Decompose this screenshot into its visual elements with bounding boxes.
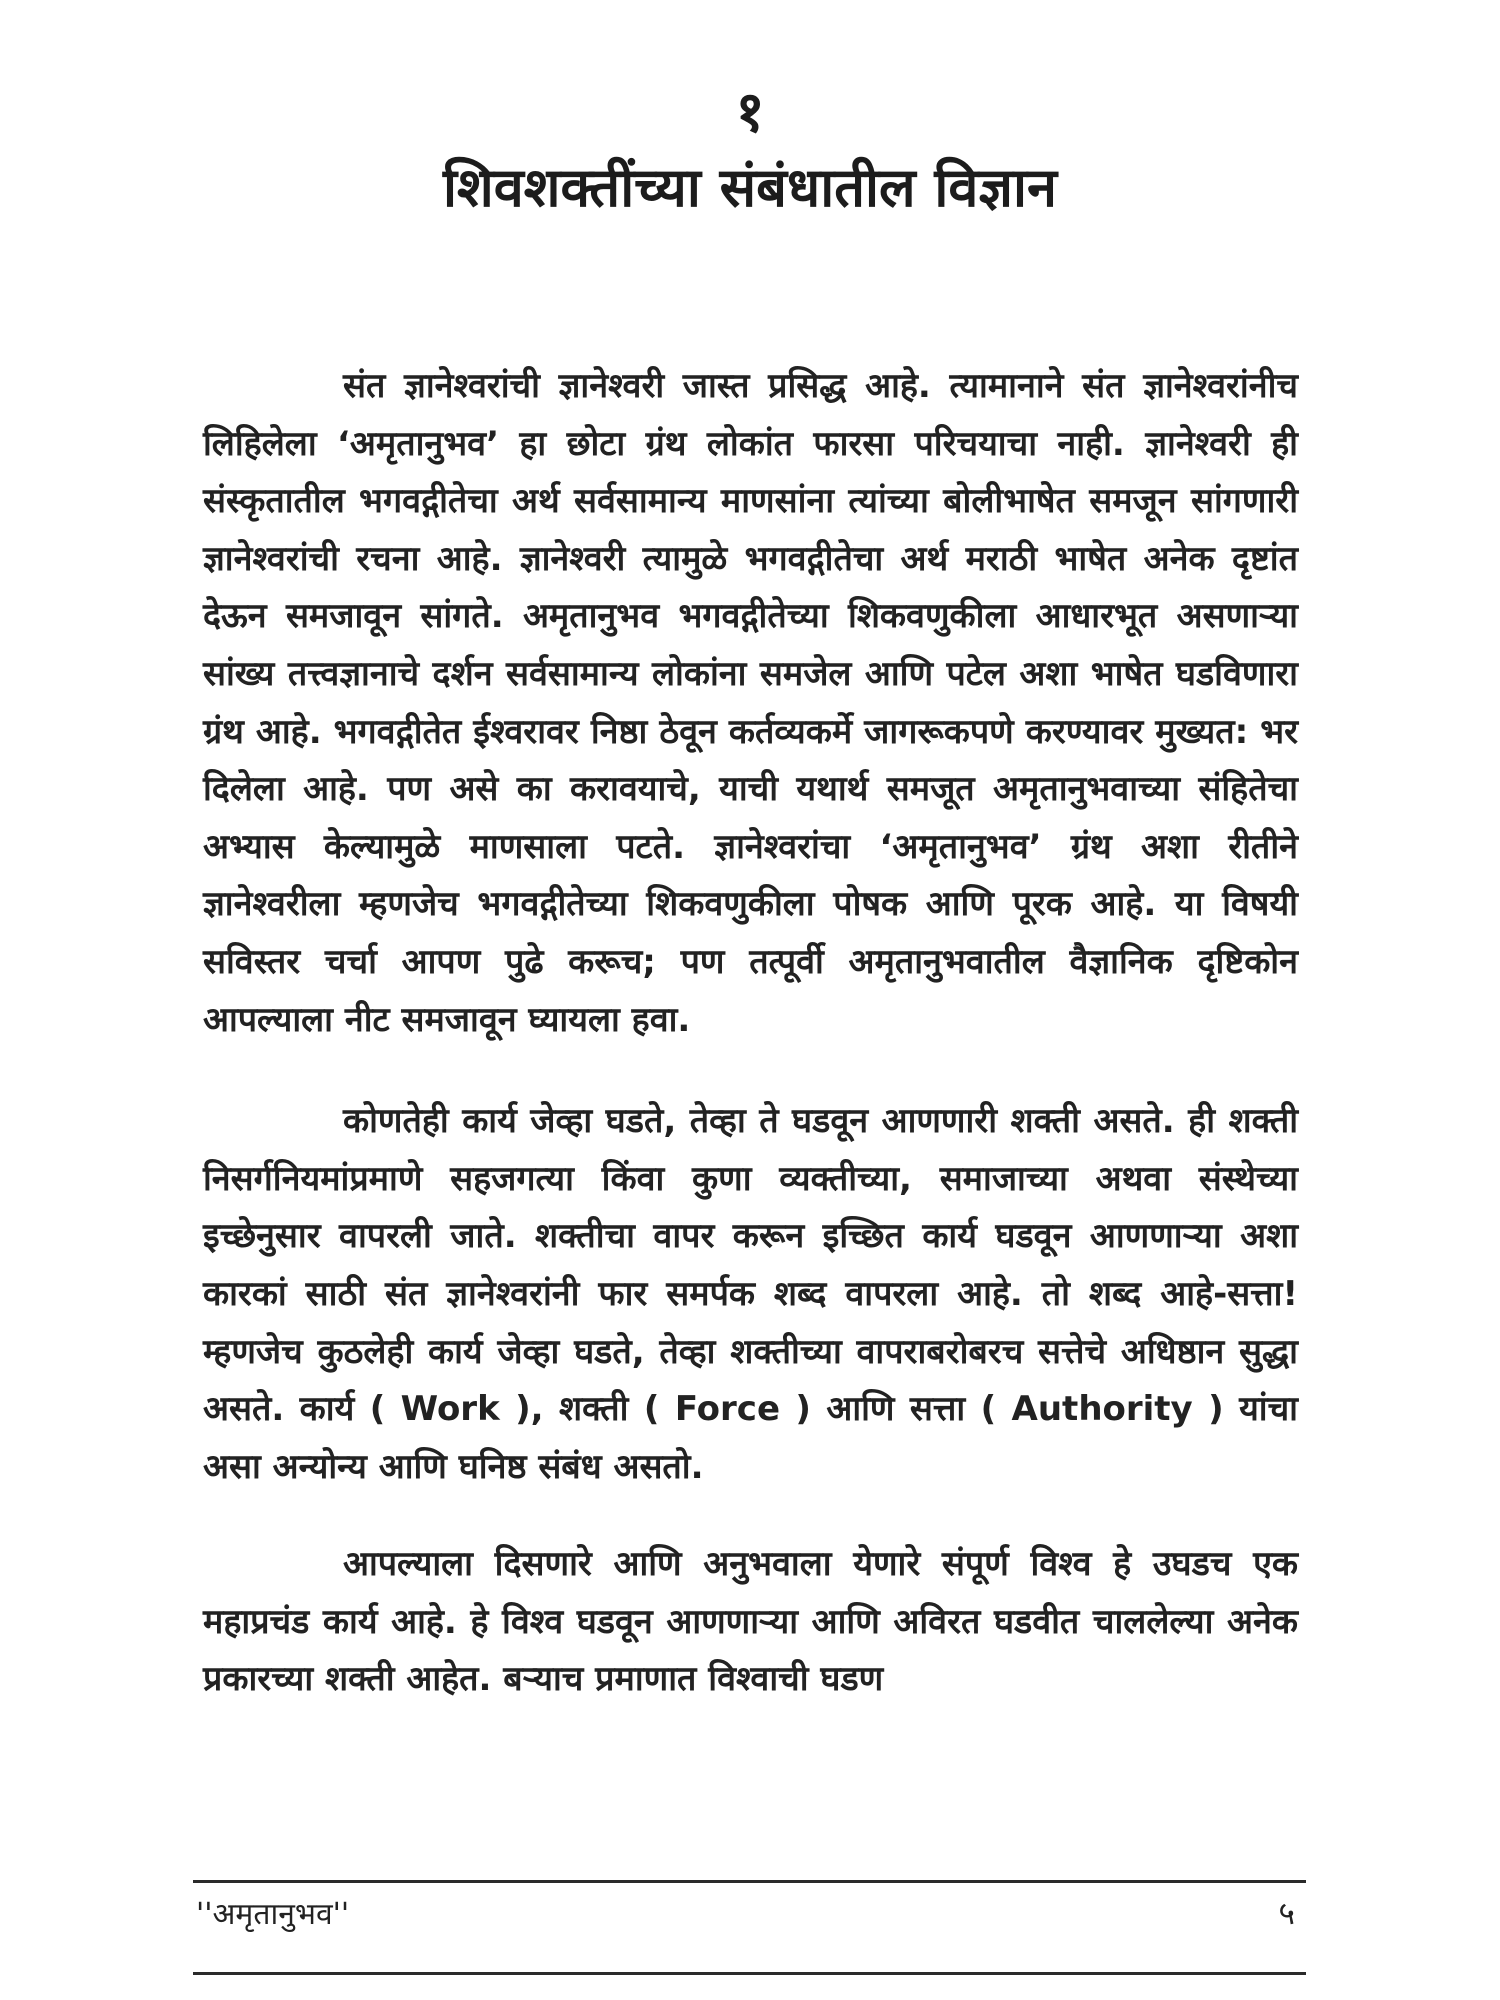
footer-divider-top xyxy=(193,1880,1306,1883)
paragraph: संत ज्ञानेश्वरांची ज्ञानेश्वरी जास्त प्रसिद्ध आहे. त्यामानाने संत ज्ञानेश्वरांनीच लिहिलेला ‘अमृतानुभव’ हा छोटा ग्रंथ लोकांत फारसा परिचयाचा नाही. ज्ञानेश्वरी ही संस्कृतातील भगवद्गीतेचा अर्थ सर्वसामान्य माणसांना त्यांच्या बोलीभाषेत समजून सांगणारी ज्ञानेश्वरांची रचना आहे. ज्ञानेश्वरी त्यामुळे भगवद्गीतेचा अर्थ मराठी भाषेत अनेक दृष्टांत देऊन समजावून सांगते. अमृतानुभव भगवद्गीतेच्या शिकवणुकीला आधारभूत असणाऱ्या सांख्य तत्त्वज्ञानाचे दर्शन सर्वसामान्य लोकांना समजेल आणि पटेल अशा भाषेत घडविणारा ग्रंथ आहे. भगवद्गीतेत ईश्वरावर निष्ठा ठेवून कर्तव्यकर्मे जागरूकपणे करण्यावर मुख्यत: भर दिलेला आहे. पण असे का करावयाचे, याची यथार्थ समजूत अमृतानुभवाच्या संहितेचा अभ्यास केल्यामुळे माणसाला पटते. ज्ञानेश्वरांचा ‘अमृतानुभव’ ग्रंथ अशा रीतीने ज्ञानेश्वरीला म्हणजेच भगवद्गीतेच्या शिकवणुकीला पोषक आणि पूरक आहे. या विषयी सविस्तर चर्चा आपण पुढे करूच; पण तत्पूर्वी अमृतानुभवातील वैज्ञानिक दृष्टिकोन आपल्याला नीट समजावून घ्यायला हवा. xyxy=(203,366,1298,1040)
footer-divider-bottom xyxy=(193,1972,1306,1975)
paragraph: कोणतेही कार्य जेव्हा घडते, तेव्हा ते घडवून आणणारी शक्ती असते. ही शक्ती निसर्गनियमांप्रमाणे सहजगत्या किंवा कुणा व्यक्तीच्या, समाजाच्या अथवा संस्थेच्या इच्छेनुसार वापरली जाते. शक्तीचा वापर करून इच्छित कार्य घडवून आणणाऱ्या अशा कारकां साठी संत ज्ञानेश्वरांनी फार समर्पक शब्द वापरला आहे. तो शब्द आहे-सत्ता! म्हणजेच कुठलेही कार्य जेव्हा घडते, तेव्हा शक्तीच्या वापराबरोबरच सत्तेचे अधिष्ठान सुद्धा असते. कार्य ( Work ), शक्ती ( Force ) आणि सत्ता ( Authority ) यांचा असा अन्योन्य आणि घनिष्ठ संबंध असतो. xyxy=(203,1101,1298,1487)
paragraph: आपल्याला दिसणारे आणि अनुभवाला येणारे संपूर्ण विश्व हे उघडच एक महाप्रचंड कार्य आहे. हे विश्व घडवून आणणाऱ्या आणि अविरत घडवीत चाललेल्या अनेक प्रकारच्या शक्ती आहेत. बऱ्याच प्रमाणात विश्वाची घडण xyxy=(203,1544,1298,1700)
footer-book-title: ''अमृतानुभव'' xyxy=(196,1897,350,1932)
chapter-number: १ xyxy=(735,80,765,145)
chapter-title: शिवशक्तींच्या संबंधातील विज्ञान xyxy=(443,156,1057,219)
page-number: ५ xyxy=(1278,1894,1295,1932)
body-text xyxy=(203,358,1298,1709)
